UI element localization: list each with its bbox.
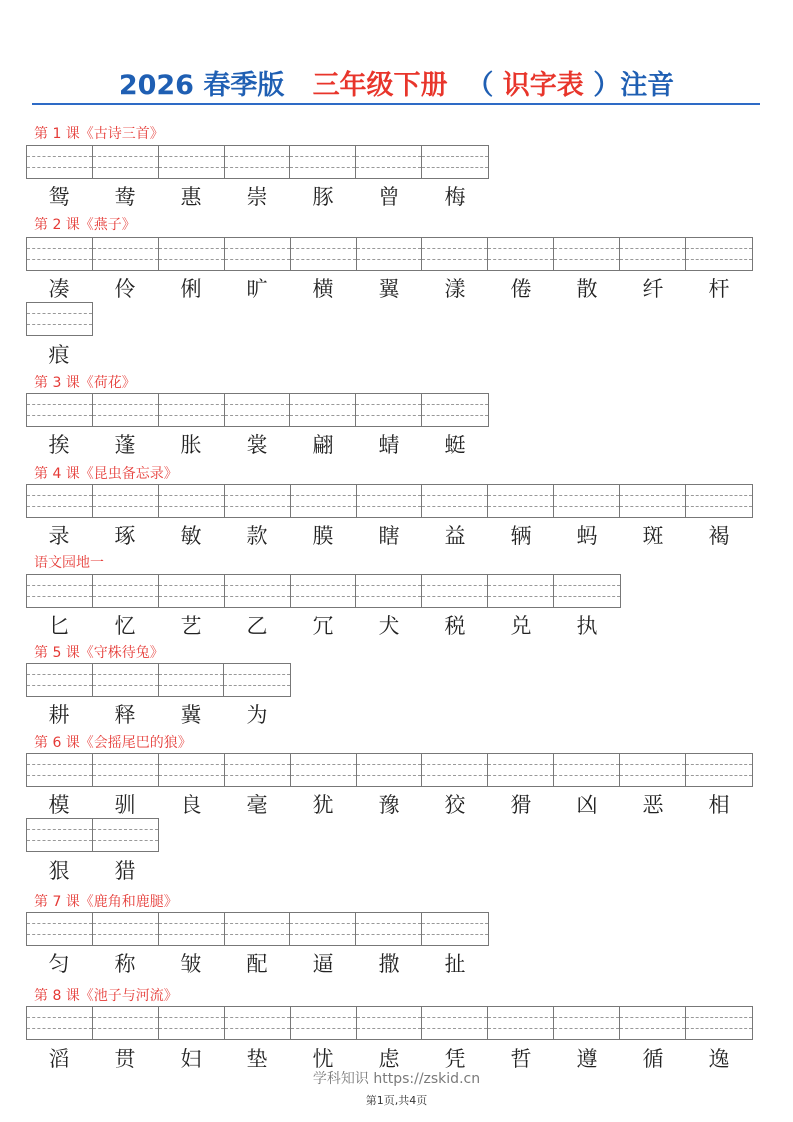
pinyin-writing-box[interactable] — [620, 485, 686, 517]
pinyin-writing-box[interactable] — [686, 485, 752, 517]
pinyin-writing-box[interactable] — [225, 485, 291, 517]
pinyin-writing-box[interactable] — [554, 575, 620, 607]
hanzi-character: 毫 — [246, 793, 268, 817]
pinyin-writing-box[interactable] — [356, 913, 422, 945]
hanzi-character: 挨 — [48, 433, 70, 457]
pinyin-writing-box[interactable] — [488, 238, 554, 270]
hanzi-character: 耕 — [48, 703, 70, 727]
pinyin-grid — [26, 574, 621, 608]
hanzi-character: 恶 — [642, 793, 664, 817]
pinyin-writing-box[interactable] — [93, 819, 159, 851]
pinyin-writing-box[interactable] — [159, 485, 225, 517]
hanzi-character: 散 — [576, 277, 598, 301]
pinyin-writing-box[interactable] — [93, 1007, 159, 1039]
pinyin-writing-box[interactable] — [488, 485, 554, 517]
title-grade: 三年级下册 — [312, 70, 448, 101]
hanzi-character: 犬 — [378, 614, 400, 638]
pinyin-writing-box[interactable] — [686, 238, 752, 270]
character-row — [26, 701, 290, 729]
pinyin-writing-box[interactable] — [159, 754, 225, 786]
pinyin-writing-box[interactable] — [422, 394, 488, 426]
hanzi-character: 妇 — [180, 1047, 202, 1071]
hanzi-character: 执 — [576, 614, 598, 638]
hanzi-character: 猾 — [510, 793, 532, 817]
pinyin-writing-box[interactable] — [27, 303, 92, 335]
hanzi-character: 录 — [48, 524, 70, 548]
hanzi-character: 撒 — [378, 952, 400, 976]
pinyin-writing-box[interactable] — [159, 1007, 225, 1039]
character-row — [26, 857, 158, 885]
pinyin-writing-box[interactable] — [357, 1007, 423, 1039]
pinyin-writing-box[interactable] — [27, 146, 93, 178]
hanzi-character: 褐 — [708, 524, 730, 548]
pinyin-writing-box[interactable] — [93, 485, 159, 517]
hanzi-character: 蜓 — [444, 433, 466, 457]
hanzi-character: 匕 — [48, 614, 70, 638]
hanzi-character: 敏 — [180, 524, 202, 548]
character-row — [26, 950, 488, 978]
pinyin-writing-box[interactable] — [93, 238, 159, 270]
pinyin-writing-box[interactable] — [225, 1007, 291, 1039]
pinyin-writing-box[interactable] — [488, 1007, 554, 1039]
hanzi-character: 翼 — [378, 277, 400, 301]
lesson-heading: 第 4 课《昆虫备忘录》 — [34, 466, 178, 482]
hanzi-character: 凶 — [576, 793, 598, 817]
character-row — [26, 431, 488, 459]
pinyin-writing-box[interactable] — [291, 754, 357, 786]
pinyin-grid — [26, 302, 93, 336]
hanzi-character: 匀 — [48, 952, 70, 976]
hanzi-character: 遵 — [576, 1047, 598, 1071]
hanzi-character: 斑 — [642, 524, 664, 548]
pinyin-writing-box[interactable] — [554, 1007, 620, 1039]
title-underline — [32, 103, 760, 105]
lesson-heading: 第 5 课《守株待兔》 — [34, 645, 164, 661]
hanzi-character: 崇 — [246, 185, 268, 209]
hanzi-character: 曾 — [378, 185, 400, 209]
pinyin-writing-box[interactable] — [488, 575, 554, 607]
hanzi-character: 膜 — [312, 524, 334, 548]
pinyin-writing-box[interactable] — [27, 754, 93, 786]
hanzi-character: 冀 — [180, 703, 202, 727]
pinyin-writing-box[interactable] — [93, 575, 159, 607]
title-paren-open: （ — [466, 70, 494, 101]
hanzi-character: 逼 — [312, 952, 334, 976]
hanzi-character: 模 — [48, 793, 70, 817]
hanzi-character: 乙 — [246, 614, 268, 638]
pinyin-writing-box[interactable] — [159, 146, 225, 178]
pinyin-grid — [26, 818, 159, 852]
hanzi-character: 忆 — [114, 614, 136, 638]
hanzi-character: 蚂 — [576, 524, 598, 548]
hanzi-character: 循 — [642, 1047, 664, 1071]
hanzi-character: 狠 — [48, 859, 70, 883]
pinyin-writing-box[interactable] — [291, 1007, 357, 1039]
hanzi-character: 凑 — [48, 277, 70, 301]
hanzi-character: 艺 — [180, 614, 202, 638]
pinyin-grid — [26, 912, 489, 946]
footer-site: 学科知识 https://zskid.cn — [312, 1071, 481, 1087]
hanzi-character: 贯 — [114, 1047, 136, 1071]
pinyin-writing-box[interactable] — [93, 664, 159, 696]
hanzi-character: 杆 — [708, 277, 730, 301]
lesson-heading: 第 6 课《会摇尾巴的狼》 — [34, 735, 192, 751]
hanzi-character: 款 — [246, 524, 268, 548]
pinyin-writing-box[interactable] — [422, 146, 488, 178]
hanzi-character: 豫 — [378, 793, 400, 817]
hanzi-character: 称 — [114, 952, 136, 976]
pinyin-writing-box[interactable] — [225, 913, 291, 945]
lesson-heading: 第 2 课《燕子》 — [34, 217, 136, 233]
character-row — [26, 522, 752, 550]
hanzi-character: 兑 — [510, 614, 532, 638]
pinyin-writing-box[interactable] — [159, 913, 225, 945]
page-title — [0, 66, 793, 106]
pinyin-writing-box[interactable] — [620, 754, 686, 786]
pinyin-writing-box[interactable] — [422, 913, 488, 945]
pinyin-grid — [26, 237, 753, 271]
character-row — [26, 183, 488, 211]
pinyin-writing-box[interactable] — [291, 575, 357, 607]
hanzi-character: 皱 — [180, 952, 202, 976]
pinyin-writing-box[interactable] — [357, 485, 423, 517]
hanzi-character: 梅 — [444, 185, 466, 209]
hanzi-character: 犹 — [312, 793, 334, 817]
pinyin-writing-box[interactable] — [290, 146, 356, 178]
pinyin-writing-box[interactable] — [686, 1007, 752, 1039]
pinyin-grid — [26, 484, 753, 518]
pinyin-writing-box[interactable] — [93, 913, 159, 945]
hanzi-character: 忧 — [312, 1047, 334, 1071]
hanzi-character: 释 — [114, 703, 136, 727]
hanzi-character: 虑 — [378, 1047, 400, 1071]
character-row — [26, 341, 92, 369]
hanzi-character: 滔 — [48, 1047, 70, 1071]
pinyin-writing-box[interactable] — [27, 664, 93, 696]
hanzi-character: 垫 — [246, 1047, 268, 1071]
lesson-heading: 语文园地一 — [34, 555, 104, 571]
pinyin-writing-box[interactable] — [357, 238, 423, 270]
hanzi-character: 猎 — [114, 859, 136, 883]
hanzi-character: 旷 — [246, 277, 268, 301]
pinyin-writing-box[interactable] — [422, 238, 488, 270]
pinyin-writing-box[interactable] — [225, 754, 291, 786]
title-subject: 识字表 — [493, 70, 594, 101]
pinyin-writing-box[interactable] — [422, 575, 488, 607]
footer-page-number: 第1页,共4页 — [365, 1094, 428, 1107]
pinyin-writing-box[interactable] — [290, 394, 356, 426]
pinyin-writing-box[interactable] — [422, 485, 488, 517]
pinyin-writing-box[interactable] — [356, 394, 422, 426]
hanzi-character: 辆 — [510, 524, 532, 548]
hanzi-character: 胀 — [180, 433, 202, 457]
pinyin-writing-box[interactable] — [93, 146, 159, 178]
pinyin-grid — [26, 393, 489, 427]
hanzi-character: 漾 — [444, 277, 466, 301]
hanzi-character: 良 — [180, 793, 202, 817]
pinyin-writing-box[interactable] — [422, 754, 488, 786]
hanzi-character: 狡 — [444, 793, 466, 817]
character-row — [26, 275, 752, 303]
pinyin-writing-box[interactable] — [27, 238, 93, 270]
pinyin-writing-box[interactable] — [159, 664, 225, 696]
hanzi-character: 配 — [246, 952, 268, 976]
hanzi-character: 为 — [246, 703, 268, 727]
pinyin-writing-box[interactable] — [27, 819, 93, 851]
hanzi-character: 驯 — [114, 793, 136, 817]
hanzi-character: 惠 — [180, 185, 202, 209]
pinyin-writing-box[interactable] — [356, 146, 422, 178]
pinyin-writing-box[interactable] — [224, 664, 290, 696]
hanzi-character: 纤 — [642, 277, 664, 301]
pinyin-writing-box[interactable] — [27, 913, 93, 945]
pinyin-writing-box[interactable] — [225, 394, 291, 426]
pinyin-grid — [26, 1006, 753, 1040]
title-edition: 2026 春季版 — [118, 70, 285, 101]
pinyin-writing-box[interactable] — [686, 754, 752, 786]
title-suffix: 注音 — [620, 70, 675, 101]
hanzi-character: 逸 — [708, 1047, 730, 1071]
pinyin-writing-box[interactable] — [291, 238, 357, 270]
title-paren-close: ） — [593, 70, 621, 101]
hanzi-character: 哲 — [510, 1047, 532, 1071]
hanzi-character: 痕 — [48, 343, 70, 367]
lesson-heading: 第 7 课《鹿角和鹿腿》 — [34, 894, 178, 910]
hanzi-character: 相 — [708, 793, 730, 817]
hanzi-character: 扯 — [444, 952, 466, 976]
pinyin-writing-box[interactable] — [356, 575, 422, 607]
pinyin-writing-box[interactable] — [159, 238, 225, 270]
lesson-heading: 第 8 课《池子与河流》 — [34, 988, 178, 1004]
hanzi-character: 蜻 — [378, 433, 400, 457]
pinyin-writing-box[interactable] — [27, 394, 93, 426]
pinyin-writing-box[interactable] — [159, 575, 225, 607]
hanzi-character: 益 — [444, 524, 466, 548]
character-row — [26, 612, 620, 640]
lesson-heading: 第 1 课《古诗三首》 — [34, 126, 164, 142]
pinyin-grid — [26, 145, 489, 179]
hanzi-character: 税 — [444, 614, 466, 638]
hanzi-character: 瞎 — [378, 524, 400, 548]
pinyin-writing-box[interactable] — [357, 754, 423, 786]
pinyin-writing-box[interactable] — [554, 754, 620, 786]
pinyin-writing-box[interactable] — [620, 1007, 686, 1039]
pinyin-writing-box[interactable] — [27, 1007, 93, 1039]
pinyin-writing-box[interactable] — [93, 754, 159, 786]
pinyin-grid — [26, 753, 753, 787]
pinyin-writing-box[interactable] — [225, 238, 291, 270]
pinyin-writing-box[interactable] — [159, 394, 225, 426]
character-row — [26, 791, 752, 819]
pinyin-writing-box[interactable] — [27, 485, 93, 517]
hanzi-character: 横 — [312, 277, 334, 301]
pinyin-writing-box[interactable] — [422, 1007, 488, 1039]
lesson-heading: 第 3 课《荷花》 — [34, 375, 136, 391]
hanzi-character: 鸯 — [114, 185, 136, 209]
pinyin-writing-box[interactable] — [93, 394, 159, 426]
hanzi-character: 俐 — [180, 277, 202, 301]
hanzi-character: 蓬 — [114, 433, 136, 457]
hanzi-character: 冗 — [312, 614, 334, 638]
pinyin-writing-box[interactable] — [554, 485, 620, 517]
hanzi-character: 凭 — [444, 1047, 466, 1071]
hanzi-character: 豚 — [312, 185, 334, 209]
hanzi-character: 翩 — [312, 433, 334, 457]
character-row — [26, 1045, 752, 1073]
pinyin-writing-box[interactable] — [554, 238, 620, 270]
pinyin-writing-box[interactable] — [290, 913, 356, 945]
pinyin-writing-box[interactable] — [225, 575, 291, 607]
hanzi-character: 鸳 — [48, 185, 70, 209]
pinyin-writing-box[interactable] — [225, 146, 291, 178]
pinyin-writing-box[interactable] — [488, 754, 554, 786]
hanzi-character: 裳 — [246, 433, 268, 457]
pinyin-writing-box[interactable] — [620, 238, 686, 270]
hanzi-character: 倦 — [510, 277, 532, 301]
hanzi-character: 琢 — [114, 524, 136, 548]
pinyin-writing-box[interactable] — [27, 575, 93, 607]
pinyin-grid — [26, 663, 291, 697]
hanzi-character: 伶 — [114, 277, 136, 301]
pinyin-writing-box[interactable] — [291, 485, 357, 517]
